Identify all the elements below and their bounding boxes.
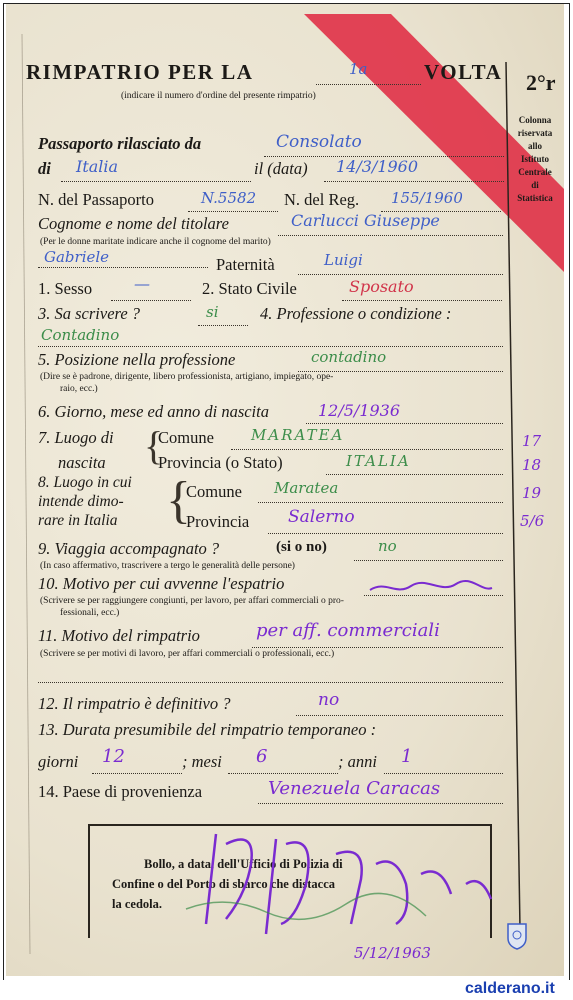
sesso-line bbox=[111, 300, 191, 301]
luogo-nascita-label-2: nascita bbox=[58, 453, 106, 472]
definitivo-label: 12. Il rimpatrio è definitivo ? bbox=[38, 694, 231, 713]
cognome-note: (Per le donne maritate indicare anche il cognome del marito) bbox=[40, 237, 271, 247]
stato-civile-label: 2. Stato Civile bbox=[202, 279, 297, 298]
passaporto-label: Passaporto rilasciato da bbox=[38, 134, 202, 153]
provincia-nascita-value: ITALIA bbox=[346, 452, 411, 470]
cognome-line bbox=[278, 235, 503, 236]
side-column-line: riservata bbox=[517, 128, 553, 138]
comune-label-8: Comune bbox=[186, 482, 242, 501]
professione-value: Contadino bbox=[41, 326, 120, 344]
n-passaporto-value: N.5582 bbox=[201, 189, 257, 207]
rimpatrio-motivo-note: (Scrivere se per motivi di lavoro, per affari commerciali o professionali, ecc.) bbox=[40, 649, 335, 659]
professione-label: 4. Professione o condizione : bbox=[260, 304, 452, 323]
posizione-note-2: raio, ecc.) bbox=[60, 384, 98, 394]
espatrio-scribble bbox=[366, 578, 496, 598]
n-reg-label: N. del Reg. bbox=[284, 190, 360, 209]
form-title: RIMPATRIO PER LA bbox=[26, 60, 254, 84]
giorni-value: 12 bbox=[102, 746, 125, 767]
rimpatrio-motivo-label: 11. Motivo del rimpatrio bbox=[38, 626, 200, 645]
signature-scribble bbox=[166, 824, 506, 954]
nascita-value: 12/5/1936 bbox=[318, 401, 401, 420]
sa-scrivere-label: 3. Sa scrivere ? bbox=[38, 304, 141, 323]
di-value: Italia bbox=[76, 157, 119, 176]
di-label: di bbox=[38, 159, 51, 178]
sa-scrivere-value: si bbox=[206, 303, 219, 321]
definitivo-value: no bbox=[318, 690, 340, 710]
n-passaporto-line bbox=[188, 211, 278, 212]
comune-label-7: Comune bbox=[158, 428, 214, 447]
sesso-label: 1. Sesso bbox=[38, 279, 93, 298]
copy-mark: 2°r bbox=[526, 70, 556, 95]
data-line bbox=[324, 181, 504, 182]
paternita-value: Luigi bbox=[324, 251, 363, 269]
mesi-label: ; mesi bbox=[182, 752, 222, 771]
side-column-line: di bbox=[531, 180, 539, 190]
provenienza-line bbox=[258, 803, 503, 804]
volta-line bbox=[316, 84, 421, 85]
giorni-label: giorni bbox=[38, 752, 79, 771]
brace-7: { bbox=[144, 423, 164, 468]
dimora-label-2: intende dimo- bbox=[38, 493, 124, 510]
nascita-line bbox=[306, 423, 503, 424]
paternita-line bbox=[298, 274, 503, 275]
document-paper bbox=[6, 4, 564, 976]
form-subtitle: (indicare il numero d'ordine del presente rimpatrio) bbox=[121, 91, 316, 101]
comune-dimora-value: Maratea bbox=[274, 479, 339, 497]
provincia-stato-label: Provincia (o Stato) bbox=[158, 453, 283, 472]
provenienza-label: 14. Paese di provenienza bbox=[38, 782, 203, 801]
stato-civile-value: Sposato bbox=[349, 277, 414, 296]
espatrio-note-1: (Scrivere se per raggiungere congiunti, per lavoro, per affari commerciali o pro- bbox=[40, 596, 344, 606]
margin-code: 5/6 bbox=[520, 512, 545, 530]
posizione-value: contadino bbox=[311, 348, 387, 366]
paternita-label: Paternità bbox=[216, 255, 275, 274]
definitivo-line bbox=[296, 715, 503, 716]
cognome-value: Carlucci Giuseppe bbox=[291, 211, 440, 230]
passaporto-value: Consolato bbox=[276, 132, 362, 152]
margin-code: 19 bbox=[522, 484, 542, 502]
footer-strip bbox=[0, 980, 573, 1000]
side-column-line: Istituto bbox=[520, 154, 549, 164]
anni-line bbox=[384, 773, 503, 774]
cognome-line-2 bbox=[38, 267, 208, 268]
mesi-line bbox=[228, 773, 338, 774]
posizione-label: 5. Posizione nella professione bbox=[38, 350, 236, 369]
provenienza-value: Venezuela Caracas bbox=[268, 778, 441, 799]
form-title-volta: VOLTA bbox=[424, 60, 503, 84]
accompagnato-line bbox=[354, 560, 503, 561]
data-value: 14/3/1960 bbox=[336, 157, 419, 176]
luogo-nascita-label: 7. Luogo di bbox=[38, 428, 114, 447]
dimora-label-3: rare in Italia bbox=[38, 512, 118, 529]
espatrio-label: 10. Motivo per cui avvenne l'espatrio bbox=[38, 574, 285, 593]
cognome-value-2: Gabriele bbox=[44, 248, 110, 266]
brace-8: { bbox=[166, 472, 191, 529]
di-line bbox=[61, 181, 251, 182]
sesso-value: — bbox=[134, 274, 150, 293]
stamp-text-3: la cedola. bbox=[112, 897, 162, 911]
durata-label: 13. Durata presumibile del rimpatrio temporaneo : bbox=[38, 720, 377, 739]
stamp-date: 5/12/1963 bbox=[354, 944, 431, 962]
comune-nascita-value: MARATEA bbox=[251, 426, 345, 444]
data-label: il (data) bbox=[254, 159, 308, 178]
professione-line bbox=[38, 346, 503, 347]
seal-icon bbox=[506, 922, 528, 950]
margin-code: 18 bbox=[522, 456, 542, 474]
accompagnato-value: no bbox=[378, 537, 397, 555]
stato-civile-line bbox=[342, 300, 502, 301]
side-column-line: Centrale bbox=[518, 167, 552, 177]
accompagnato-choice: (si o no) bbox=[276, 539, 327, 555]
anni-label: ; anni bbox=[338, 752, 377, 771]
rimpatrio-extra-line bbox=[38, 682, 503, 683]
comune-line-7 bbox=[231, 449, 503, 450]
volta-number: 1a bbox=[349, 60, 368, 78]
espatrio-note-2: fessionali, ecc.) bbox=[60, 608, 120, 618]
posizione-note-1: (Dire se è padrone, dirigente, libero professionista, artigiano, impiegato, ope- bbox=[40, 372, 334, 382]
side-column-line: allo bbox=[527, 141, 542, 151]
accompagnato-note: (In caso affermativo, trascrivere a tergo le generalità delle persone) bbox=[40, 561, 295, 571]
side-column bbox=[509, 114, 561, 205]
provincia-label-8: Provincia bbox=[186, 512, 250, 531]
giorni-line bbox=[92, 773, 182, 774]
nascita-label: 6. Giorno, mese ed anno di nascita bbox=[38, 402, 269, 421]
side-column-line: Colonna bbox=[518, 115, 552, 125]
rimpatrio-motivo-line bbox=[252, 647, 503, 648]
stamp-text-1: Bollo, a data, dell'Ufficio di Polizia di bbox=[144, 857, 343, 871]
provincia-line-8 bbox=[268, 533, 503, 534]
margin-code: 17 bbox=[522, 432, 542, 450]
accompagnato-label: 9. Viaggia accompagnato ? bbox=[38, 539, 220, 558]
sa-scrivere-line bbox=[198, 325, 248, 326]
rimpatrio-motivo-value: per aff. commerciali bbox=[256, 620, 440, 641]
anni-value: 1 bbox=[401, 746, 413, 767]
comune-line-8 bbox=[258, 502, 503, 503]
mesi-value: 6 bbox=[256, 746, 268, 767]
n-reg-value: 155/1960 bbox=[391, 189, 463, 207]
dimora-label-1: 8. Luogo in cui bbox=[38, 474, 132, 491]
watermark-link[interactable]: calderano.it bbox=[465, 980, 555, 997]
provincia-dimora-value: Salerno bbox=[288, 507, 355, 527]
cognome-label: Cognome e nome del titolare bbox=[38, 214, 229, 233]
stamp-text-2: Confine o del Porto di sbarco che distacca bbox=[112, 877, 336, 891]
side-column-line: Statistica bbox=[517, 193, 553, 203]
n-passaporto-label: N. del Passaporto bbox=[38, 190, 154, 209]
provincia-stato-line bbox=[326, 474, 503, 475]
